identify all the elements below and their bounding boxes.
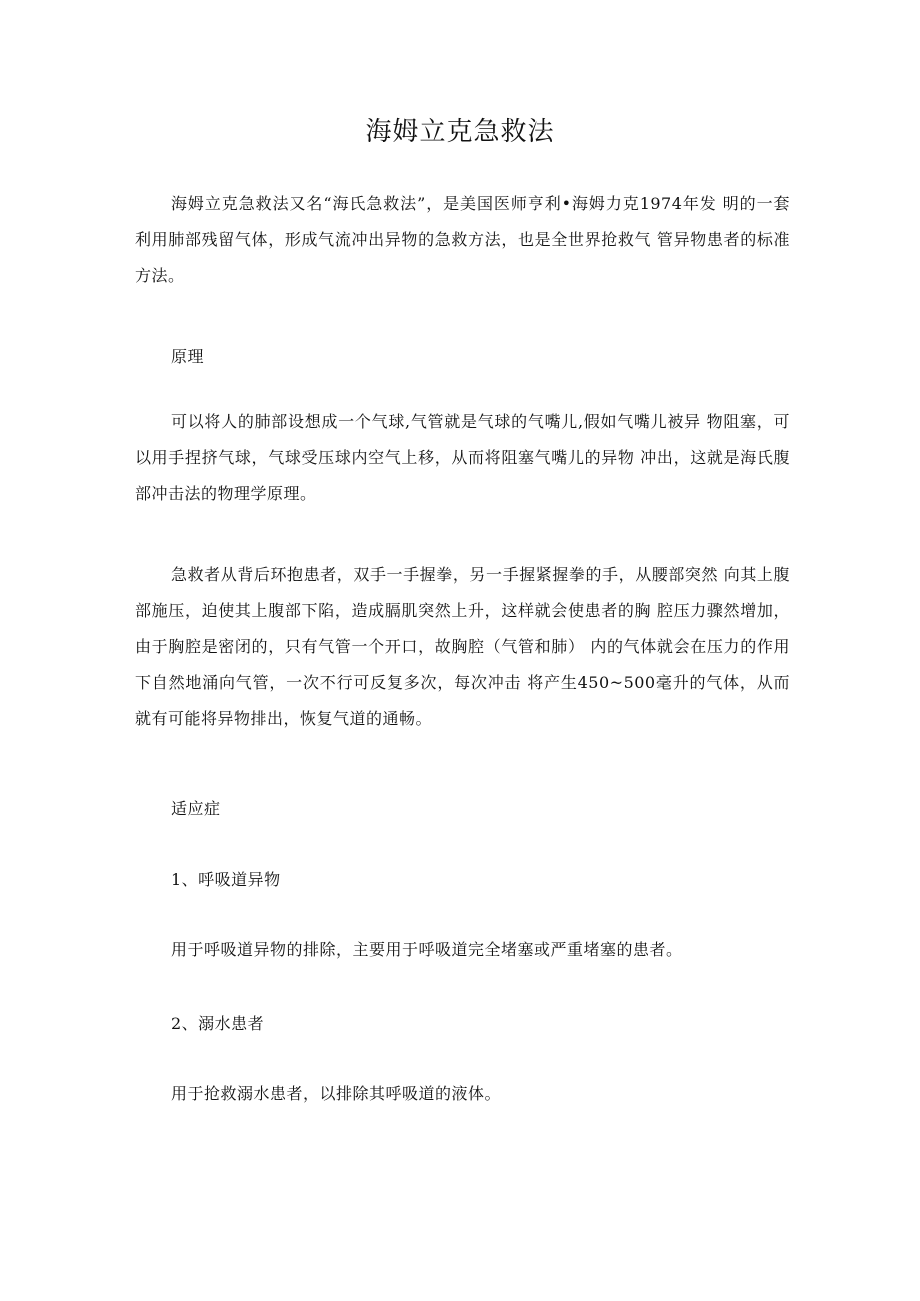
document-title: 海姆立克急救法 <box>365 117 555 147</box>
indications-heading: 适应症 <box>171 799 221 818</box>
principle-heading: 原理 <box>171 347 205 366</box>
indication-item-2-heading: 2、溺水患者 <box>171 1014 265 1033</box>
indication-item-2-text: 用于抢救溺水患者，以排除其呼吸道的液体。 <box>171 1084 502 1103</box>
indication-item-1-heading: 1、呼吸道异物 <box>171 870 281 889</box>
intro-paragraph: 海姆立克急救法又名“海氏急救法”，是美国医师亨利•海姆力克1974年发 明的一套利用肺部残留气体，形成气流冲出异物的急救方法，也是全世界抢救气 管异物患者的标准方法。 <box>135 194 790 285</box>
principle-paragraph-2: 急救者从背后环抱患者，双手一手握拳，另一手握紧握拳的手，从腰部突然 向其上腹部施压，迫使其上腹部下陷，造成膈肌突然上升，这样就会使患者的胸 腔压力骤然增加，由于胸腔是密闭的，只有气管一个开口，故胸腔（气管和肺） 内的气体就会在压力的作用下自然地涌向气管，一次不行可反复多次，每次冲击 将产生450~500毫升的气体，从而就有可能将异物排出，恢复气道的通畅。 <box>135 565 790 728</box>
principle-paragraph-1: 可以将人的肺部设想成一个气球,气管就是气球的气嘴儿,假如气嘴儿被异 物阻塞，可以用手捏挤气球，气球受压球内空气上移，从而将阻塞气嘴儿的异物 冲出，这就是海氏腹部冲击法的物理学原理。 <box>135 412 790 503</box>
indication-item-1-text: 用于呼吸道异物的排除，主要用于呼吸道完全堵塞或严重堵塞的患者。 <box>171 940 683 959</box>
